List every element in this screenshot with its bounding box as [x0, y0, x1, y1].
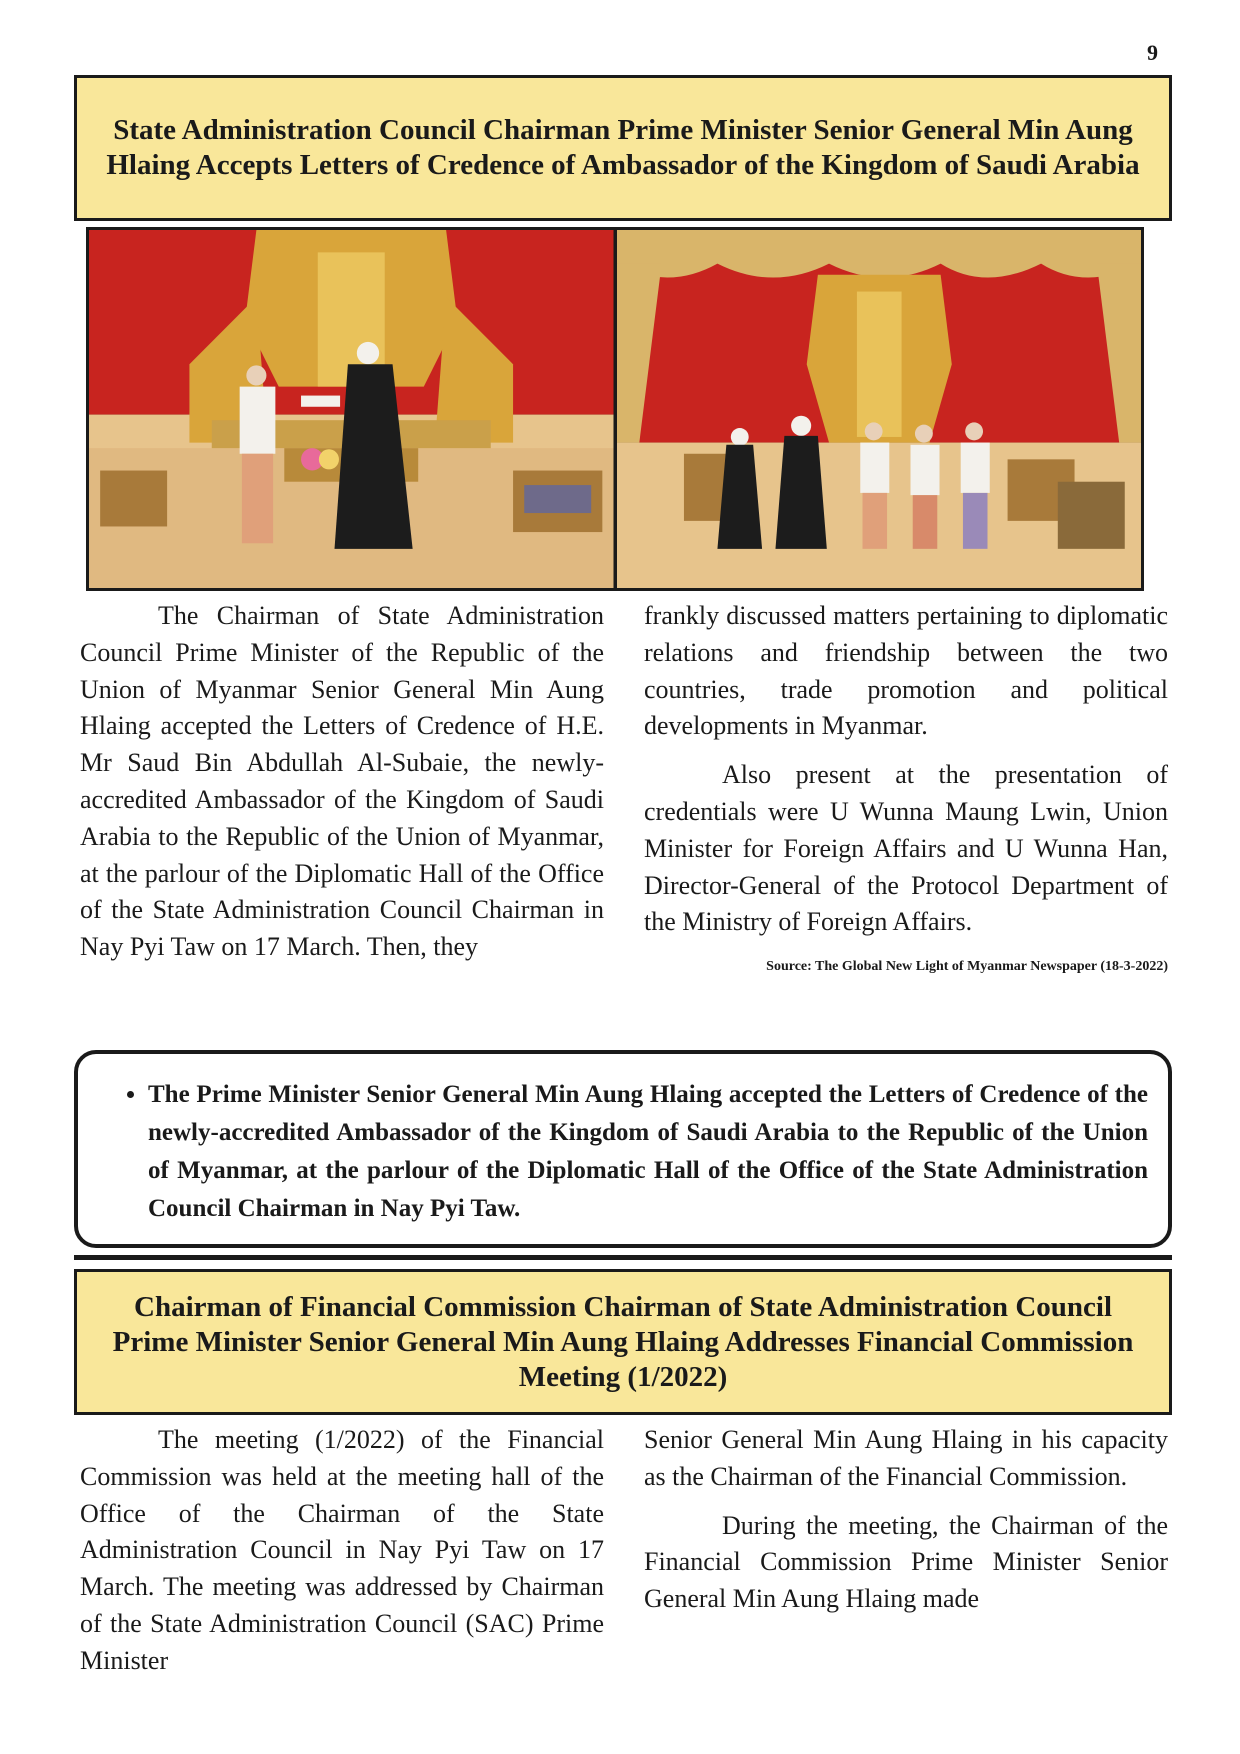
paragraph: The meeting (1/2022) of the Financial Commission was held at the meeting hall of the Office of the Chairman of the State Administration Council in Nay Pyi Taw on 17 March. The meeting was addressed by Chairman of the State Administration Council (SAC) Prime Minister — [80, 1425, 604, 1675]
article-title-text: Chairman of Financial Commission Chairman of State Administration Council Prime Minister Senior General Min Aung Hlaing Addresses Financial Commission Meeting (1/2022) — [112, 1290, 1134, 1393]
source-credit: Source: The Global New Light of Myanmar Newspaper (18-3-2022) — [766, 959, 1168, 975]
page-number: 9 — [1147, 40, 1158, 65]
article-body-financial — [80, 1422, 1168, 1692]
photo-strip — [86, 227, 1144, 591]
paragraph: frankly discussed matters pertaining to diplomatic relations and friendship between the two countries, trade promotion and political developments in Myanmar. — [644, 601, 1168, 741]
photo-group-image — [617, 230, 1142, 588]
paragraph: Senior General Min Aung Hlaing in his capacity as the Chairman of the Financial Commission. — [644, 1425, 1168, 1491]
summary-box — [74, 1050, 1172, 1248]
summary-list — [128, 1076, 1148, 1228]
article-body-credence — [80, 598, 1168, 978]
column-left — [80, 598, 604, 978]
photo-group — [617, 230, 1142, 588]
summary-bullet: • The Prime Minister Senior General Min Aung Hlaing accepted the Letters of Credence of the newly-accredited Ambassador of the Kingdom of Saudi Arabia to the Republic of the Union of Myanmar, at the parlour of the Diplomatic Hall of the Office of the State Administration Council Chairman in Nay Pyi Taw. — [148, 1076, 1148, 1228]
column-right — [644, 598, 1168, 978]
section-divider — [74, 1255, 1172, 1260]
article-title-financial — [74, 1269, 1172, 1415]
column-right — [644, 1422, 1168, 1692]
photo-credential-handover — [89, 230, 614, 588]
article-title-text: State Administration Council Chairman Prime Minister Senior General Min Aung Hlaing Accepts Letters of Credence of Ambassador of the Kingdom of Saudi Arabia — [106, 114, 1140, 181]
column-left — [80, 1422, 604, 1692]
paragraph: During the meeting, the Chairman of the Financial Commission Prime Minister Senior General Min Aung Hlaing made — [644, 1510, 1168, 1614]
paragraph: The Chairman of State Administration Council Prime Minister of the Republic of the Union of Myanmar Senior General Min Aung Hlaing accepted the Letters of Credence of H.E. Mr Saud Bin Abdullah Al-Subaie, the newly-accredited Ambassador of the Kingdom of Saudi Arabia to the Republic of the Union of Myanmar, at the parlour of the Diplomatic Hall of the Office of the State Administration Council Chairman in Nay Pyi Taw on 17 March. Then, they — [80, 601, 604, 962]
article-title-credence — [74, 75, 1172, 221]
photo-credential-handover-image — [89, 230, 614, 588]
paragraph: Also present at the presentation of credentials were U Wunna Maung Lwin, Union Minister for Foreign Affairs and U Wunna Han, Director-General of the Protocol Department of the Ministry of Foreign Affairs. — [644, 760, 1168, 937]
